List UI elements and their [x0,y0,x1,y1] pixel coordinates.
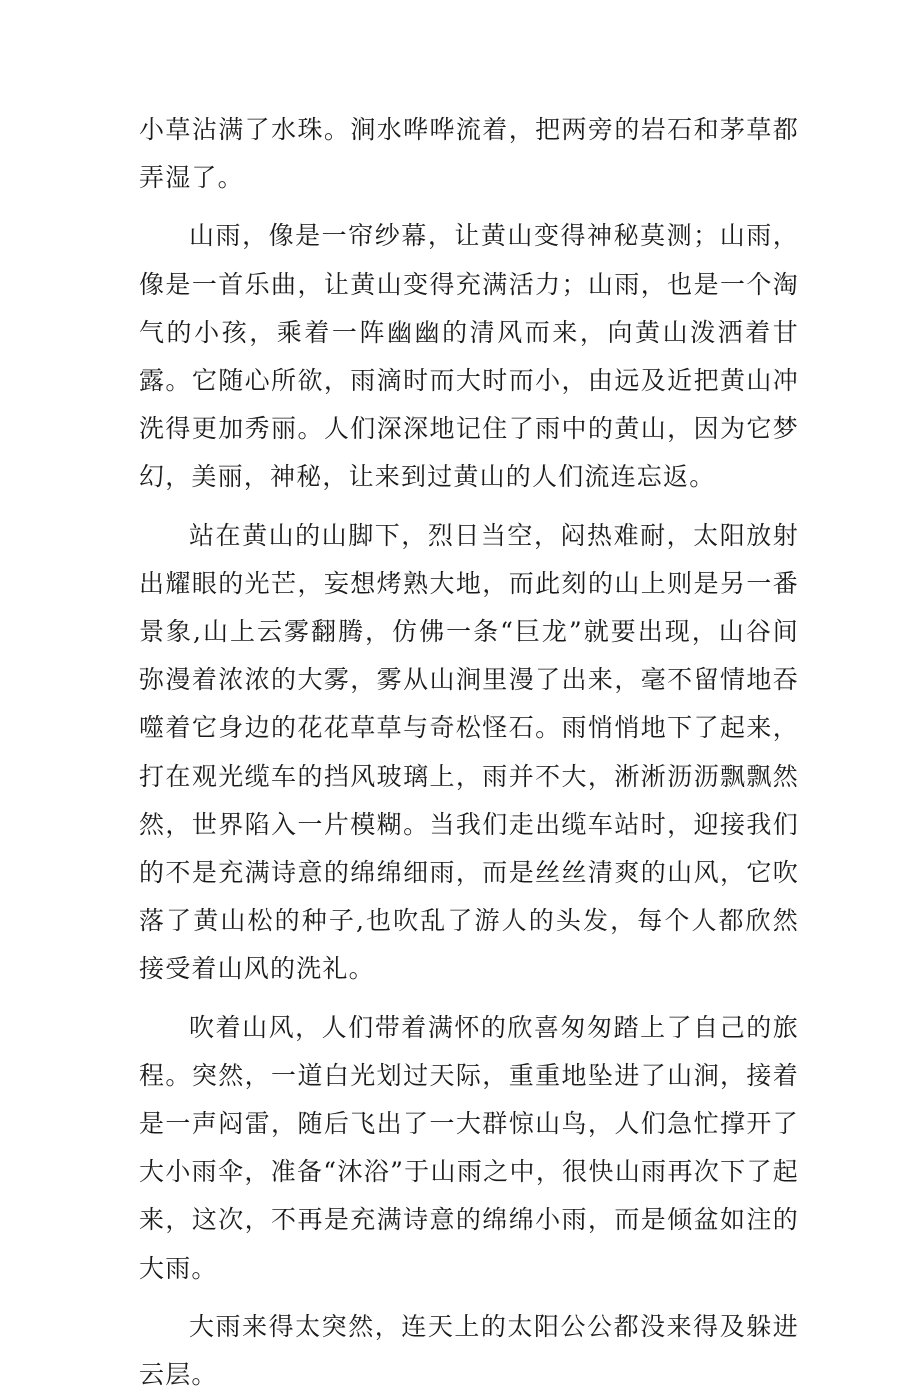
document-body [139,106,799,1399]
paragraph-heavy-rain: 大雨来得太突然，连天上的太阳公公都没来得及躲进云层。 [139,1311,799,1390]
paragraph-continued: 小草沾满了水珠。涧水哗哗流着，把两旁的岩石和茅草都弄湿了。 [139,115,799,193]
paragraph-mountain-rain: 山雨，像是一帘纱幕，让黄山变得神秘莫测；山雨，像是一首乐曲，让黄山变得充满活力；山雨，也是一个淘气的小孩，乘着一阵幽幽的清风而来，向黄山泼洒着甘露。它随心所欲，雨滴时而大时而小，由远及近把黄山冲洗得更加秀丽。人们深深地记住了雨中的黄山，因为它梦幻，美丽，神秘，让来到过黄山的人们流连忘返。 [139,221,799,492]
paragraph-mountain-wind: 吹着山风，人们带着满怀的欣喜匆匆踏上了自己的旅程。突然，一道白光划过天际，重重地坠进了山涧，接着是一声闷雷，随后飞出了一大群惊山鸟，人们急忙撑开了大小雨伞，准备“沐浴”于山雨之中，很快山雨再次下了起来，这次，不再是充满诗意的绵绵小雨，而是倾盆如注的大雨。 [139,1012,799,1283]
paragraph-foot-of-mountain: 站在黄山的山脚下，烈日当空，闷热难耐，太阳放射出耀眼的光芒，妄想烤熟大地，而此刻的山上则是另一番景象,山上云雾翻腾，仿佛一条“巨龙”就要出现，山谷间弥漫着浓浓的大雾，雾从山涧里漫了出来，毫不留情地吞噬着它身边的花花草草与奇松怪石。雨悄悄地下了起来，打在观光缆车的挡风玻璃上，雨并不大，淅淅沥沥飘飘然然，世界陷入一片模糊。当我们走出缆车站时，迎接我们的不是充满诗意的绵绵细雨，而是丝丝清爽的山风，它吹落了黄山松的种子,也吹乱了游人的头发，每个人都欣然接受着山风的洗礼。 [139,520,799,984]
